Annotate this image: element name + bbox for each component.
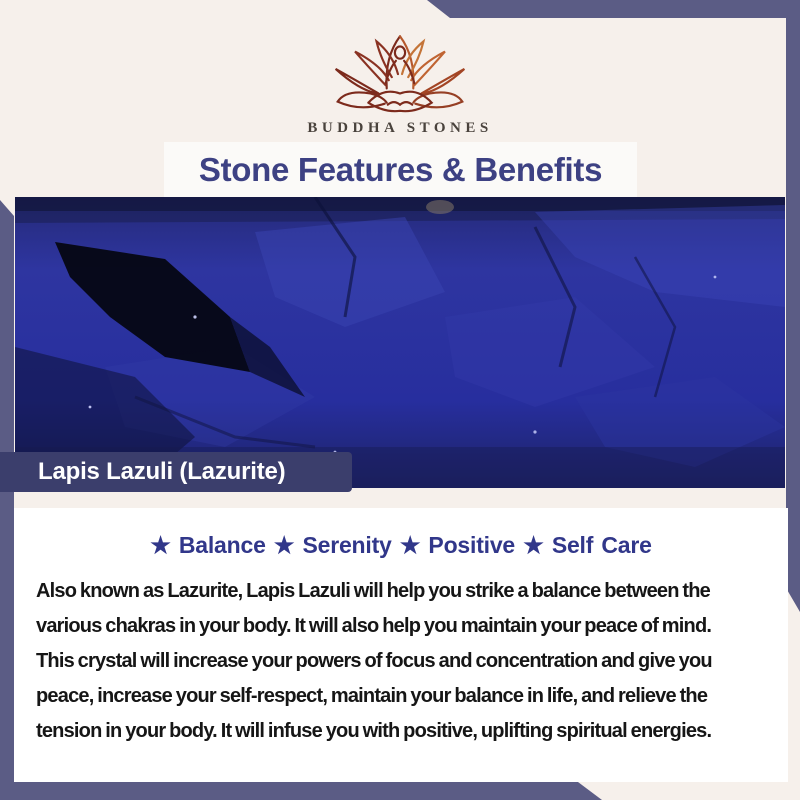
page-title: Stone Features & Benefits	[198, 150, 603, 188]
benefits-paragraph	[36, 574, 766, 749]
title-band	[164, 142, 637, 197]
stone-caption-band	[0, 452, 352, 492]
lapis-lazuli-stone-photo	[15, 197, 785, 488]
stone-name-label: Lapis Lazuli (Lazurite)	[38, 458, 286, 485]
paragraph-line: Also known as Lazurite, Lapis Lazuli will help you strike a balance between the	[36, 580, 710, 602]
lotus-meditation-icon	[323, 24, 477, 118]
feature-keywords: ★ Balance ★ Serenity ★ Positive ★ Self Care	[150, 532, 652, 558]
benefits-card	[14, 508, 788, 782]
paragraph-line: various chakras in your body. It will also help you maintain your peace of mind.	[36, 615, 712, 637]
paragraph-line: This crystal will increase your powers of focus and concentration and give you	[36, 650, 712, 672]
brand-name: BUDDHA STONES	[307, 120, 493, 136]
paragraph-line: peace, increase your self-respect, maintain your balance in life, and relieve the	[36, 685, 708, 707]
paragraph-line: tension in your body. It will infuse you with positive, uplifting spiritual energies.	[36, 720, 712, 742]
